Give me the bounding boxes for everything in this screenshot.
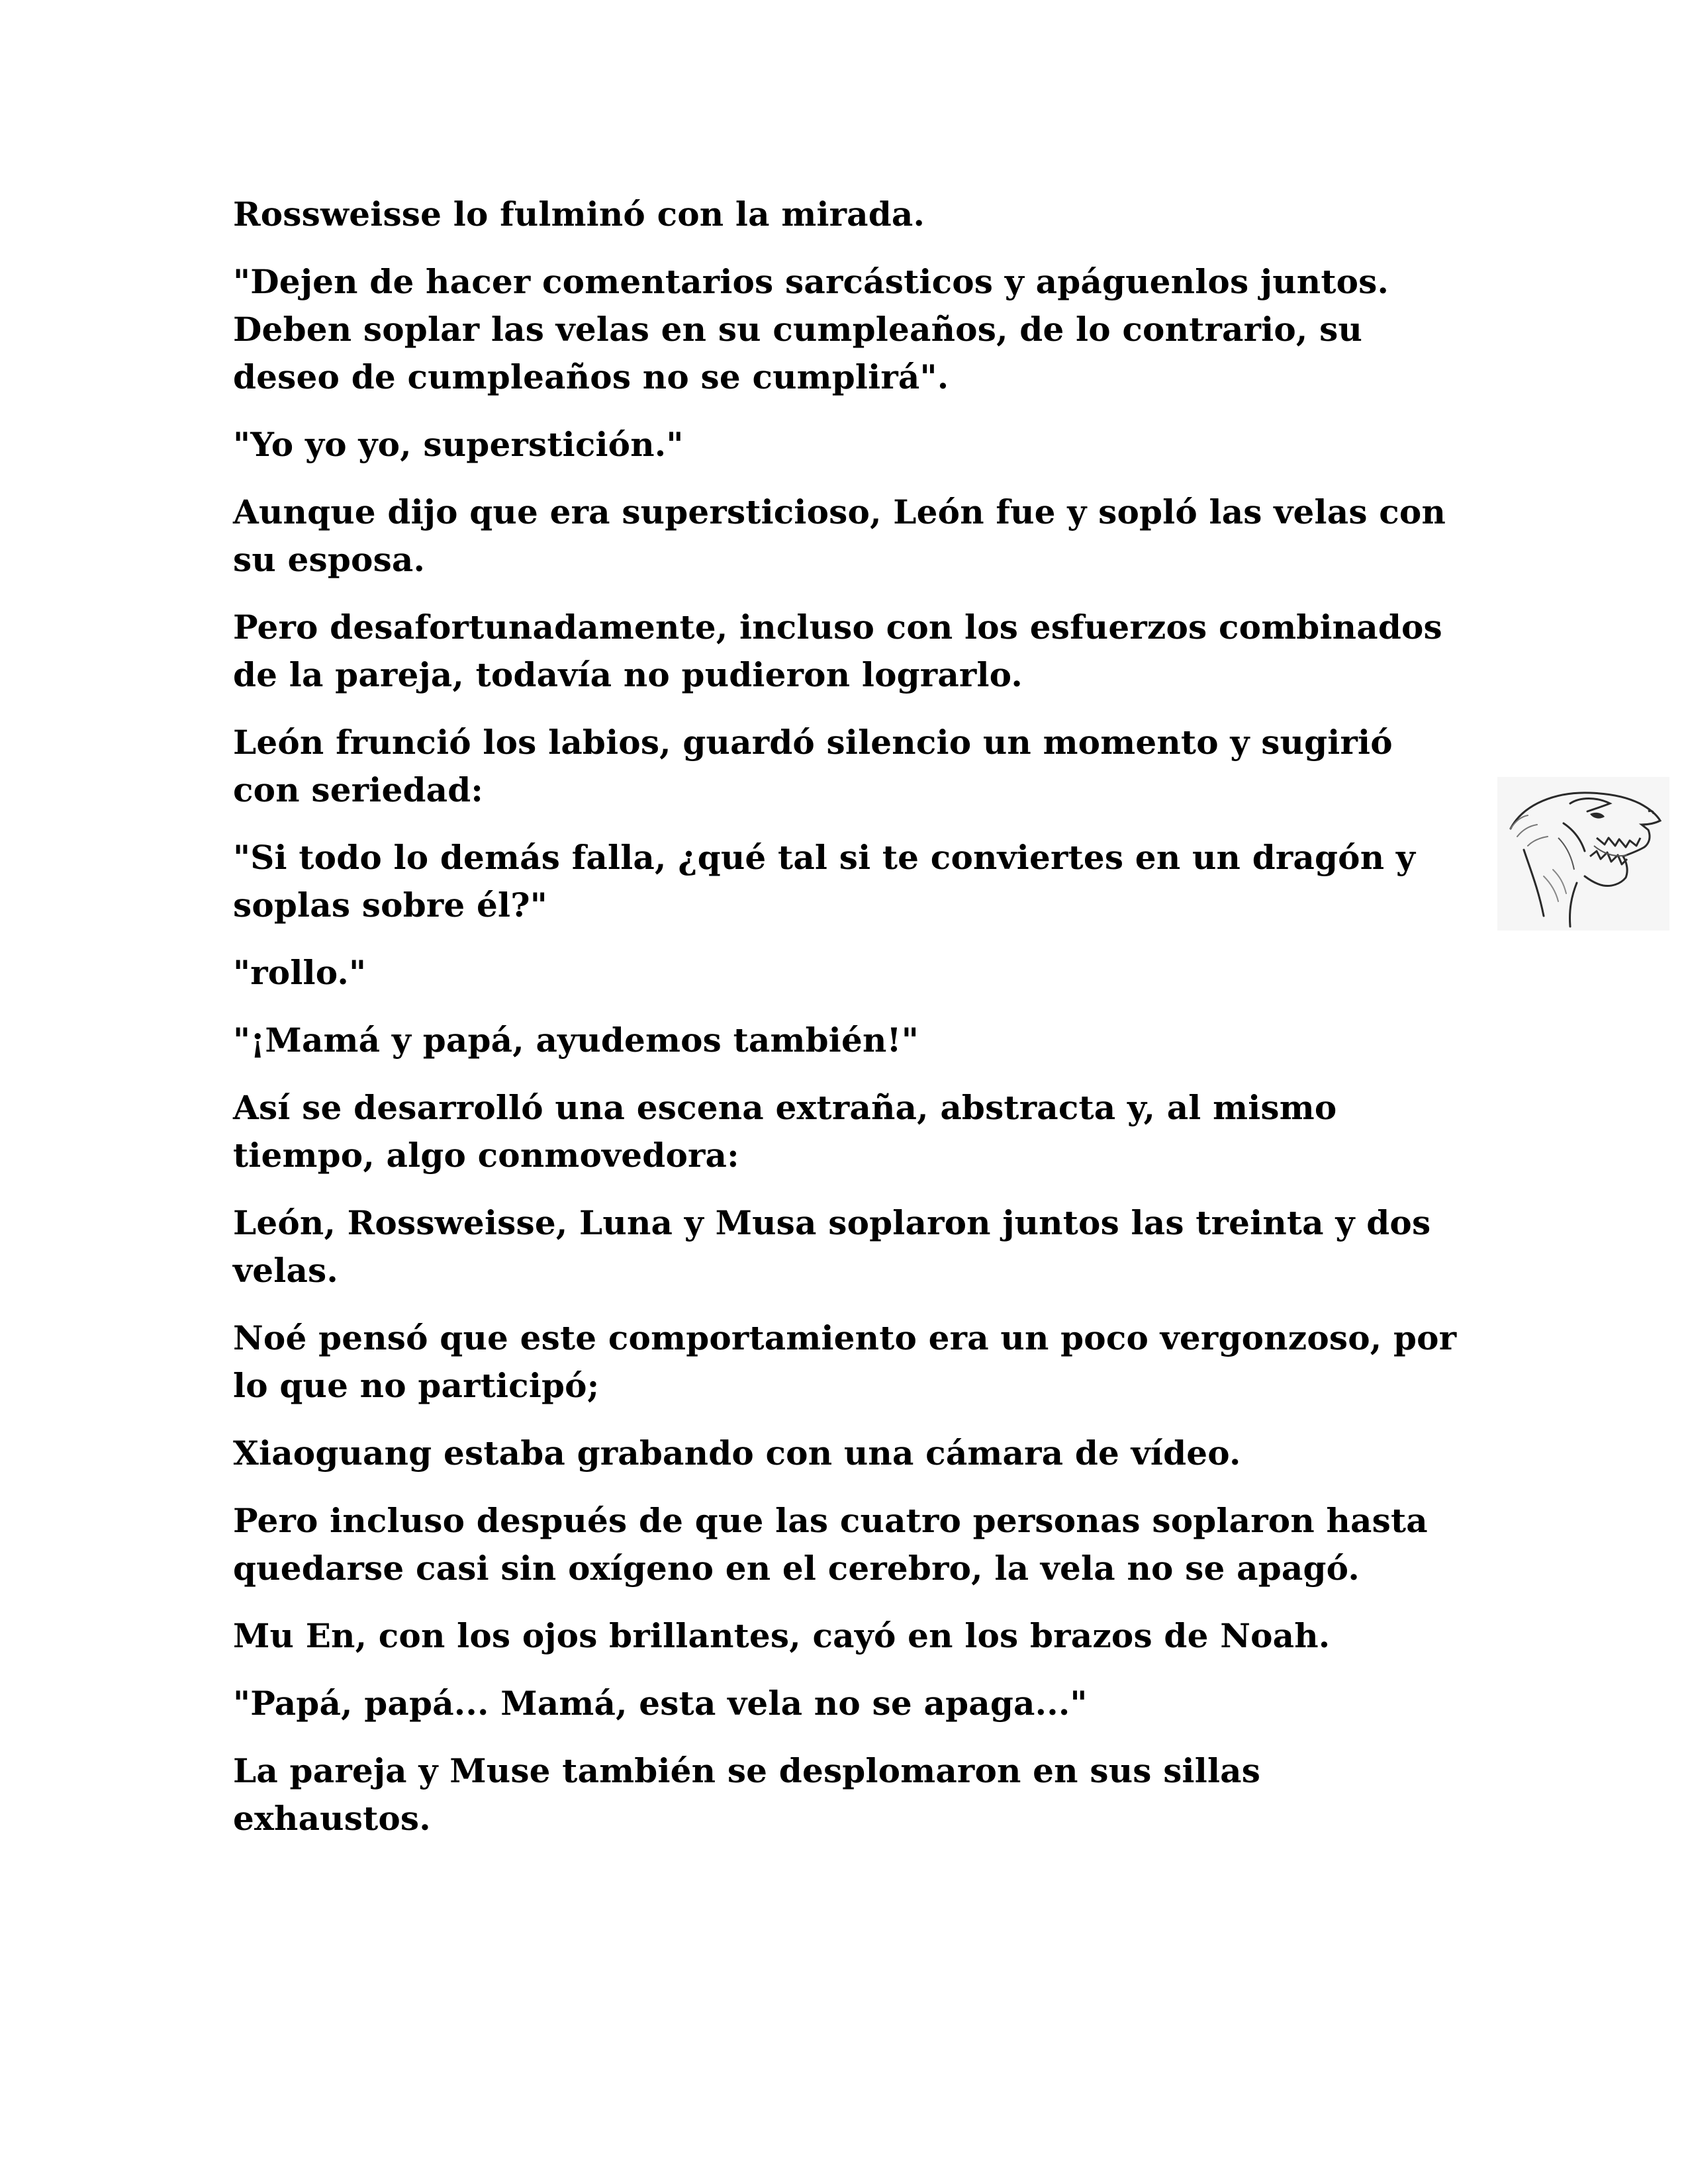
paragraph: Noé pensó que este comportamiento era un poco vergonzoso, por lo que no participó; <box>233 1318 1457 1405</box>
paragraph: "Dejen de hacer comentarios sarcásticos y apáguenlos juntos. Deben soplar las velas en su cumpleaños, de lo contrario, su deseo de cumpleaños no se cumplirá". <box>233 262 1389 396</box>
paragraph: Xiaoguang estaba grabando con una cámara de vídeo. <box>233 1433 1241 1473</box>
paragraph: Pero desafortunadamente, incluso con los esfuerzos combinados de la pareja, todavía no pudieron lograrlo. <box>233 608 1442 694</box>
paragraph: Rossweisse lo fulminó con la mirada. <box>233 195 925 234</box>
paragraph: "Papá, papá... Mamá, esta vela no se apaga..." <box>233 1684 1088 1723</box>
paragraph: La pareja y Muse también se desplomaron en sus sillas exhaustos. <box>233 1751 1261 1838</box>
paragraph: León, Rossweisse, Luna y Musa soplaron juntos las treinta y dos velas. <box>233 1203 1431 1290</box>
paragraph: Aunque dijo que era supersticioso, León fue y sopló las velas con su esposa. <box>233 492 1446 579</box>
paragraph: "Si todo lo demás falla, ¿qué tal si te conviertes en un dragón y soplas sobre él?" <box>233 838 1416 925</box>
paragraph: "¡Mamá y papá, ayudemos también!" <box>233 1021 919 1060</box>
paragraph: Pero incluso después de que las cuatro personas soplaron hasta quedarse casi sin oxígeno en el cerebro, la vela no se apagó. <box>233 1501 1428 1588</box>
paragraph: León frunció los labios, guardó silencio un momento y sugirió con seriedad: <box>233 723 1393 809</box>
body-text <box>233 191 1458 1862</box>
paragraph: "Yo yo yo, superstición." <box>233 425 684 464</box>
paragraph: Así se desarrolló una escena extraña, abstracta y, al mismo tiempo, algo conmovedora: <box>233 1088 1337 1175</box>
dragon-sketch-icon <box>1497 777 1669 931</box>
paragraph: "rollo." <box>233 953 367 992</box>
paragraph: Mu En, con los ojos brillantes, cayó en los brazos de Noah. <box>233 1616 1331 1655</box>
